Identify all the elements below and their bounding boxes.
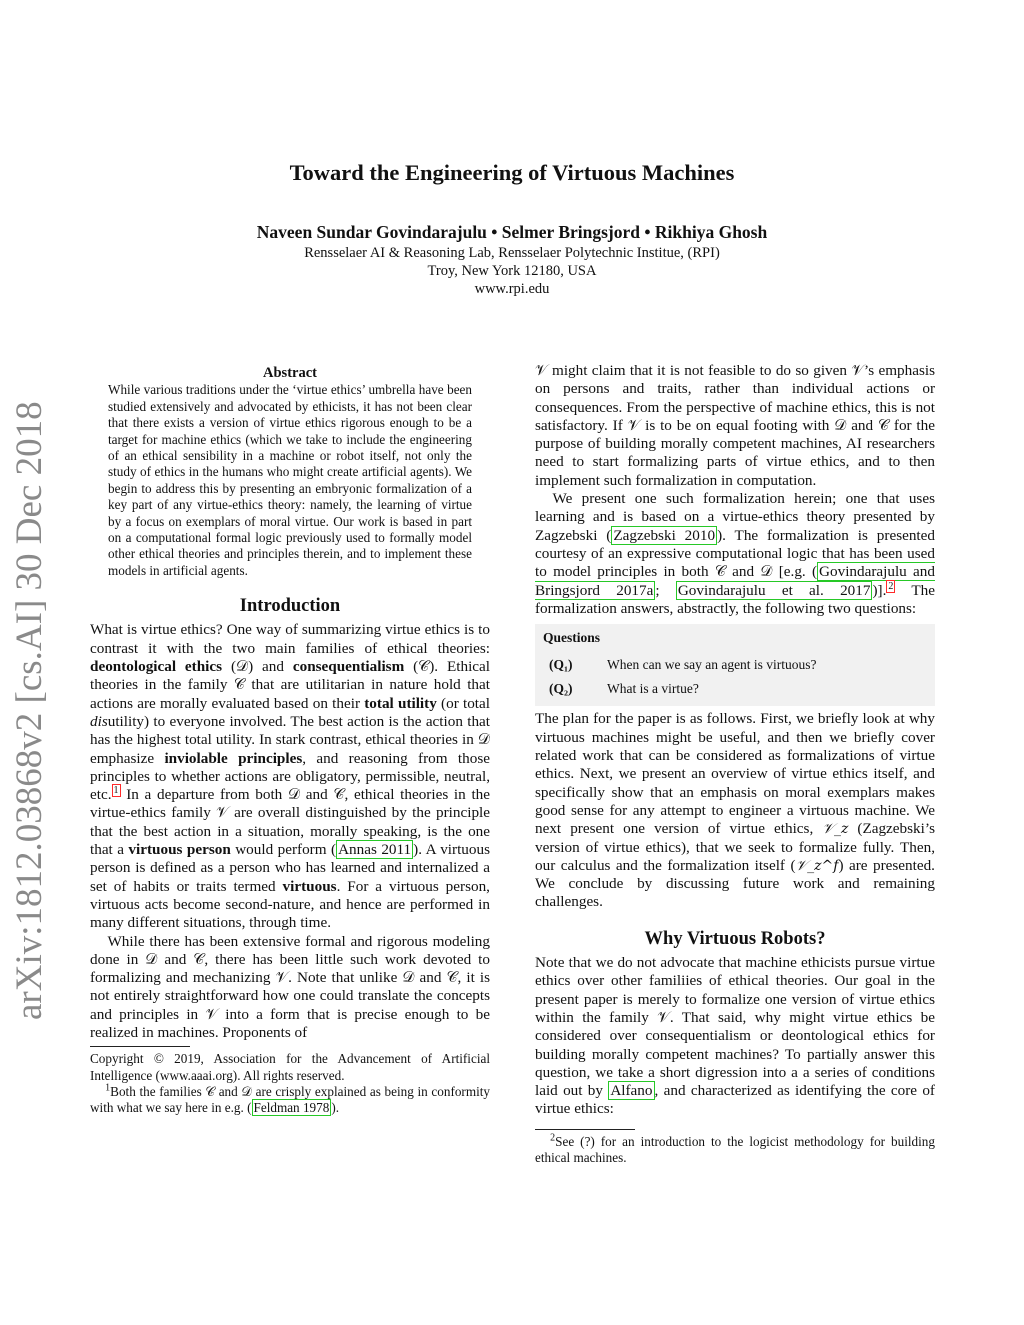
citation-govindarajulu-2017a[interactable]: Govindarajulu and Bringsjord 2017a xyxy=(535,563,935,599)
right-column xyxy=(535,362,935,1166)
intro-paragraph-1: What is virtue ethics? One way of summarizing virtue ethics is to contrast it with the two main families of ethical theories: deontological ethics (𝒟) and consequentialism (𝒞). Ethical theories in the family 𝒞 that are utilitarian in nature hold that actions are morally evaluated based on their total utility (or total disutility) to everyone involved. The best action is the action that has the highest total utility. In stark contrast, ethical theories in 𝒟 emphasize inviolable principles, and reasoning from those principles to whether actions are obligatory, permissible, neutral, etc. $^1$ In a departure from both 𝒟 and 𝒞, ethical theories in the virtue-ethics family 𝒱 are overall distinguished by the principle that the best action in a situation, morally speaking, is the one that a virtuous person would perform ( Annas 2011 ). A virtuous person is defined as a person who has learned and internalized a set of habits or traits termed virtuous. For a virtuous person, virtuous acts become second-nature, and hence are performed in many different situations, through time. xyxy=(90,621,490,932)
introduction-heading: Introduction xyxy=(239,596,341,617)
footnote-2: $^2$See (?) for an introduction to the logicist methodology for building ethical machines. xyxy=(535,1132,935,1165)
questions-box xyxy=(535,624,935,706)
question-1-label: (Q₁) xyxy=(549,657,573,673)
right-paragraph-2: We present one such formalization herein; one that uses learning and is based on a virtue-ethics theory presented by Zagzebski ( Zagzebski 2010 ). The formalization is presented courtesy of an expressive computational logic that has been used to model principles in both 𝒞 and 𝒟 [e.g. ( Govindarajulu and Bringsjord 2017a ; Govindarajulu et al. 2017 )]. $^2$ The formalization answers, abstractly, the following two questions: xyxy=(535,490,935,617)
affiliation-url: www.rpi.edu xyxy=(474,281,550,297)
citation-alfano[interactable]: Alfano xyxy=(610,1082,653,1100)
left-column xyxy=(90,364,490,1116)
footnote-2-link[interactable]: 2 xyxy=(888,580,894,592)
right-paragraph-1: 𝒱 might claim that it is not feasible to do so given 𝒱’s emphasis on persons and traits, rather than individual actions or consequences. From the perspective of machine ethics, this is not satisfactory. If 𝒱 is to be on equal footing with 𝒟 and 𝒞 for the purpose of building morally competent machines, AI researchers need to start formalizing parts of virtue ethics, and to then implement such formalization in computation. xyxy=(535,362,935,489)
arxiv-sidebar-stamp: arXiv:1812.03868v2 [cs.AI] 30 Dec 2018 xyxy=(9,401,50,1020)
footnote-rule xyxy=(90,1046,190,1047)
footnote-1: $^1$Both the families 𝒞 and 𝒟 are crisply explained as being in conformity with what we say here in e.g. ( Feldman 1978 ). xyxy=(90,1082,490,1115)
why-virtuous-robots-heading: Why Virtuous Robots? xyxy=(644,928,826,949)
footnote-rule-right xyxy=(535,1129,635,1130)
paper-title: Toward the Engineering of Virtuous Machines xyxy=(289,160,735,185)
question-1: (Q₁) When can we say an agent is virtuous? xyxy=(543,653,927,677)
question-2-label: (Q₂) xyxy=(549,681,573,697)
footnote-1-link[interactable]: 1 xyxy=(113,785,119,797)
abstract-heading: Abstract xyxy=(263,365,317,381)
right-footnotes xyxy=(535,1129,935,1166)
copyright-notice: Copyright © 2019, Association for the Advancement of Artificial Intelligence (www.aaai.org). All rights reserved. xyxy=(90,1051,490,1083)
left-footnotes xyxy=(90,1046,490,1116)
citation-feldman-1978[interactable]: Feldman 1978 xyxy=(253,1099,330,1115)
right-paragraph-3: The plan for the paper is as follows. First, we briefly look at why virtuous machines might be useful, and then we briefly cover related work that can be considered as formalizations of virtue ethics. Next, we present an overview of virtue ethics itself, and specifically show that an emphasis on moral exemplars makes good sense for any attempt to engineer a virtuous machine. We next present one version of virtue ethics, 𝒱_z (Zagzebski’s version of virtue ethics), that we seek to formalize fully. Then, our calculus and the formalization itself (𝒱_z^f) are presented. We conclude by discussing future work and remaining challenges. xyxy=(535,710,935,911)
affiliation-line-1: Rensselaer AI & Reasoning Lab, Rensselaer Polytechnic Institue, (RPI) xyxy=(304,245,720,261)
question-2: (Q₂) What is a virtue? xyxy=(543,677,927,701)
citation-annas-2011[interactable]: Annas 2011 xyxy=(338,841,412,859)
intro-paragraph-2: While there has been extensive formal and rigorous modeling done in 𝒟 and 𝒞, there has been little such work devoted to formalizing and mechanizing 𝒱. Note that unlike 𝒟 and 𝒞, it is not entirely straightforward how one could translate the concepts and principles in 𝒱 into a form that is precise enough to be realized in machines. Proponents of xyxy=(90,932,490,1041)
abstract-text: While various traditions under the ‘virtue ethics’ umbrella have been studied extensively and advocated by ethicists, it has not been clear that there exists a version of virtue ethics rigorous enough to be a target for machine ethics (which we take to include the engineering of an ethical sensibility in a machine or robot itself, not only the study of ethics in the humans who might create artificial agents). We begin to address this by presenting an embryonic formalization of a key part of any virtue-ethics theory: namely, the learning of virtue by a focus on exemplars of moral virtue. Our work is based in part on a computational formal logic previously used to formally model other ethical theories and principles therein, and to implement these models in artificial agents. xyxy=(108,382,472,578)
citation-zagzebski-2010[interactable]: Zagzebski 2010 xyxy=(613,526,716,544)
author-list: Naveen Sundar Govindarajulu • Selmer Bringsjord • Rikhiya Ghosh xyxy=(256,222,768,242)
citation-govindarajulu-2017[interactable]: Govindarajulu et al. 2017 xyxy=(677,581,871,599)
affiliation-line-2: Troy, New York 12180, USA xyxy=(427,263,597,279)
abstract-section xyxy=(90,364,490,579)
questions-heading: Questions xyxy=(543,630,601,646)
right-paragraph-4: Note that we do not advocate that machine ethicists pursue virtue ethics over other familiies of ethical theories. Our goal in the present paper is merely to formalize one version of virtue ethics within the family 𝒱. That said, why might virtue ethics be considered over consequentialism or deontological ethics for building morally competent machines? To partially answer this question, we take a short digression into a a series of conditions laid out by Alfano , and characterized as identifying the core of virtue ethics: xyxy=(535,954,935,1118)
